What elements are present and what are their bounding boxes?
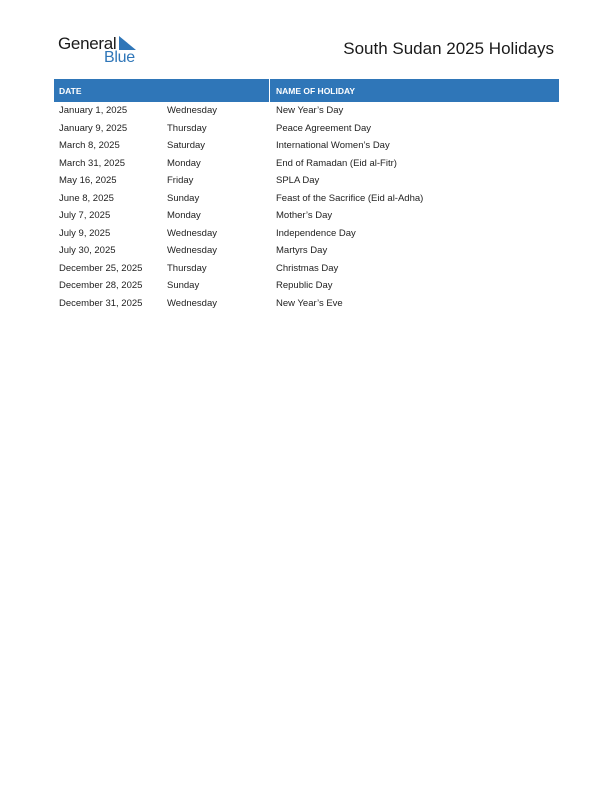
cell-holiday-name: Peace Agreement Day: [276, 122, 372, 134]
cell-date: March 8, 2025: [59, 140, 120, 152]
cell-holiday-name: Christmas Day: [276, 262, 339, 274]
table-row: [54, 260, 559, 278]
holiday-table: [54, 79, 559, 312]
table-row: [54, 102, 559, 120]
table-row: [54, 155, 559, 173]
cell-date: December 28, 2025: [59, 280, 143, 292]
cell-date: June 8, 2025: [59, 192, 114, 204]
cell-date: July 9, 2025: [59, 227, 111, 239]
table-row: [54, 277, 559, 295]
table-row: [54, 120, 559, 138]
logo-triangle-icon: [119, 36, 136, 50]
cell-day: Thursday: [167, 122, 207, 134]
cell-date: December 31, 2025: [59, 297, 143, 309]
header-date: DATE: [54, 79, 270, 102]
cell-day: Wednesday: [167, 245, 217, 257]
table-row: [54, 242, 559, 260]
cell-day: Sunday: [167, 192, 200, 204]
cell-date: July 7, 2025: [59, 210, 111, 222]
page-title: South Sudan 2025 Holidays: [343, 39, 554, 58]
logo-general-text: General: [58, 34, 117, 53]
cell-date: January 9, 2025: [59, 122, 128, 134]
cell-day: Monday: [167, 157, 201, 169]
cell-holiday-name: End of Ramadan (Eid al-Fitr): [276, 157, 397, 169]
logo: [58, 34, 148, 68]
table-row: [54, 137, 559, 155]
cell-holiday-name: SPLA Day: [276, 175, 320, 187]
cell-date: May 16, 2025: [59, 175, 117, 187]
cell-holiday-name: Feast of the Sacrifice (Eid al-Adha): [276, 192, 424, 204]
cell-date: December 25, 2025: [59, 262, 143, 274]
cell-day: Sunday: [167, 280, 200, 292]
cell-day: Wednesday: [167, 105, 217, 117]
table-header: [54, 79, 559, 102]
cell-holiday-name: New Year’s Day: [276, 105, 344, 117]
cell-day: Wednesday: [167, 297, 217, 309]
table-row: [54, 207, 559, 225]
logo-blue-text: Blue: [104, 49, 135, 66]
table-row: [54, 190, 559, 208]
table-row: [54, 295, 559, 313]
cell-day: Monday: [167, 210, 201, 222]
cell-day: Thursday: [167, 262, 207, 274]
cell-date: January 1, 2025: [59, 105, 128, 117]
cell-day: Friday: [167, 175, 194, 187]
cell-date: July 30, 2025: [59, 245, 116, 257]
cell-holiday-name: Mother’s Day: [276, 210, 333, 222]
cell-date: March 31, 2025: [59, 157, 126, 169]
table-row: [54, 172, 559, 190]
cell-day: Saturday: [167, 140, 206, 152]
cell-holiday-name: International Women’s Day: [276, 140, 390, 152]
table-body: [54, 102, 559, 312]
cell-day: Wednesday: [167, 227, 217, 239]
cell-holiday-name: Independence Day: [276, 227, 356, 239]
cell-holiday-name: Republic Day: [276, 280, 333, 292]
cell-holiday-name: New Year’s Eve: [276, 297, 343, 309]
cell-holiday-name: Martyrs Day: [276, 245, 328, 257]
header-holiday-name: NAME OF HOLIDAY: [276, 85, 356, 96]
table-row: [54, 225, 559, 243]
